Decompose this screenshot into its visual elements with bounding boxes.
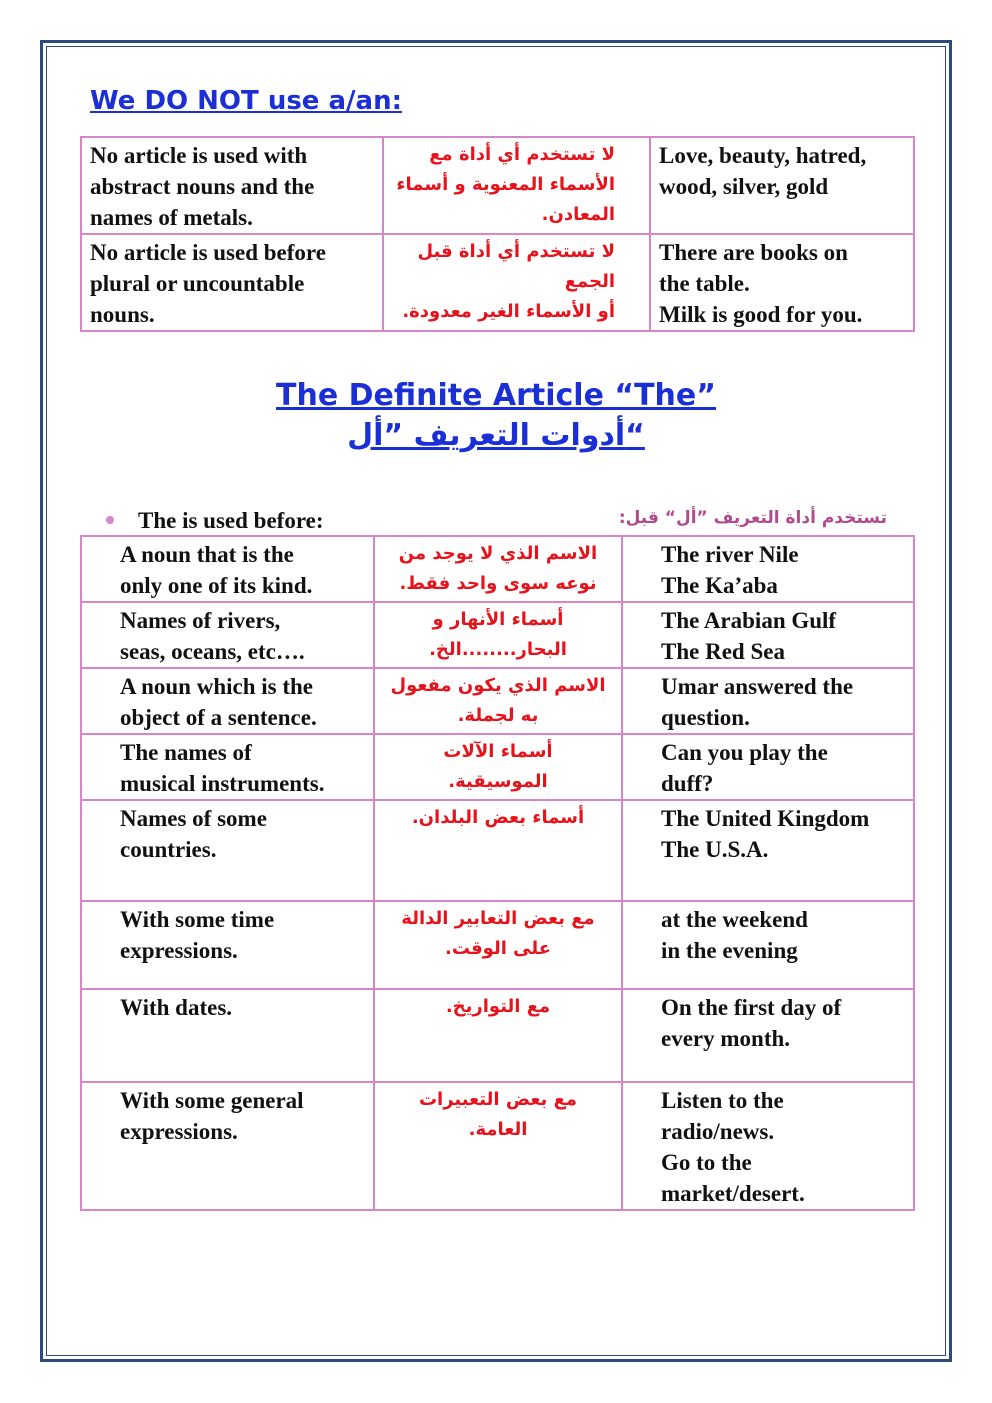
rule-cell [81,602,374,668]
example-cell [622,668,914,734]
table-row [81,602,914,668]
example-line: Love, beauty, hatred, [659,143,867,168]
rule-cell [81,668,374,734]
arabic-cell [374,536,622,602]
arabic-line: أسماء الآلات [443,741,553,762]
arabic-cell [374,800,622,901]
example-line: Go to the [661,1150,752,1175]
example-cell [622,800,914,901]
table-row [81,668,914,734]
example-line: question. [661,705,750,730]
arabic-line: الاسم الذي لا يوجد من [398,543,598,564]
example-cell [650,234,914,331]
arabic-cell [374,734,622,800]
example-line: Umar answered the [661,674,854,699]
example-line: There are books on [659,240,848,265]
arabic-cell [374,901,622,989]
bullet-icon [106,516,114,524]
rule-line: With dates. [120,995,233,1020]
rule-line: No article is used before [90,240,326,265]
arabic-line: به لجملة. [457,705,539,726]
rule-cell [81,1082,374,1210]
rule-line: Names of some [120,806,267,831]
rule-cell [81,536,374,602]
example-line: The Ka’aba [661,573,778,598]
rule-line: A noun which is the [120,674,314,699]
arabic-line: نوعه سوى واحد فقط. [399,573,597,594]
usage-intro [102,508,902,536]
section1-heading: We DO NOT use a/an: [90,86,402,116]
arabic-line: مع بعض التعابير الدالة [401,908,595,929]
rule-cell [81,137,383,234]
rule-line: object of a sentence. [120,705,317,730]
section2-heading-arabic: أدوات التعريف ”أل“ [347,418,645,453]
rule-line: A noun that is the [120,542,294,567]
example-cell [650,137,914,234]
rule-line: With some general [120,1088,304,1113]
rule-line: expressions. [120,938,238,963]
table-row [81,536,914,602]
example-line: wood, silver, gold [659,174,829,199]
example-cell [622,602,914,668]
example-line: in the evening [661,938,798,963]
example-line: The Red Sea [661,639,785,664]
rule-cell [81,800,374,901]
example-line: the table. [659,271,750,296]
arabic-line: أسماء بعض البلدان. [411,807,585,828]
arabic-line: مع التواريخ. [445,996,551,1017]
rule-line: countries. [120,837,217,862]
arabic-cell [374,602,622,668]
arabic-line: أو الأسماء الغير معدودة. [402,301,615,322]
definite-article-table-body [81,536,914,1210]
arabic-line: الاسم الذي يكون مفعول [390,675,606,696]
example-cell [622,1082,914,1210]
arabic-line: الموسيقية. [448,771,548,792]
example-cell [622,901,914,989]
rule-line: seas, oceans, etc…. [120,639,305,664]
table-row [81,901,914,989]
no-article-table [80,136,915,332]
rule-line: abstract nouns and the [90,174,315,199]
example-line: duff? [661,771,714,796]
usage-intro-text: The is used before: [138,508,324,533]
arabic-cell [374,668,622,734]
example-line: The U.S.A. [661,837,769,862]
arabic-line: على الوقت. [444,938,551,959]
example-line: The United Kingdom [661,806,870,831]
arabic-line: البحار........الخ. [429,639,567,660]
table-row [81,234,914,331]
rule-line: names of metals. [90,205,253,230]
example-cell [622,989,914,1082]
definite-article-table [80,535,915,1211]
rule-line: nouns. [90,302,155,327]
rule-cell [81,989,374,1082]
arabic-cell [374,1082,622,1210]
arabic-cell [374,989,622,1082]
example-line: The Arabian Gulf [661,608,837,633]
rule-cell [81,234,383,331]
example-line: Milk is good for you. [659,302,863,327]
table-row [81,734,914,800]
arabic-line: لا تستخدم أي أداة مع [429,144,615,165]
example-line: every month. [661,1026,791,1051]
no-article-table-body [81,137,914,331]
arabic-line: المعادن. [541,204,615,225]
arabic-cell [383,234,650,331]
table-row [81,1082,914,1210]
example-line: at the weekend [661,907,808,932]
example-line: market/desert. [661,1181,805,1206]
arabic-line: لا تستخدم أي أداة قبل الجمع [417,241,615,292]
arabic-line: العامة. [468,1119,528,1140]
arabic-line: الأسماء المعنوية و أسماء [396,174,615,195]
arabic-line: أسماء الأنهار و [432,609,564,630]
rule-line: Names of rivers, [120,608,281,633]
arabic-cell [383,137,650,234]
rule-line: only one of its kind. [120,573,313,598]
rule-line: The names of [120,740,252,765]
example-line: On the first day of [661,995,842,1020]
example-line: The river Nile [661,542,799,567]
rule-line: plural or uncountable [90,271,305,296]
example-line: Can you play the [661,740,828,765]
example-cell [622,734,914,800]
section2-heading: The Definite Article “The” [276,378,716,413]
rule-line: With some time [120,907,275,932]
rule-cell [81,901,374,989]
example-line: Listen to the [661,1088,784,1113]
table-row [81,137,914,234]
rule-line: No article is used with [90,143,308,168]
arabic-line: مع بعض التعبيرات [418,1089,578,1110]
table-row [81,800,914,901]
usage-intro-arabic: تستخدم أداة التعريف ”أل“ قبل: [618,508,887,528]
table-row [81,989,914,1082]
example-line: radio/news. [661,1119,775,1144]
rule-cell [81,734,374,800]
example-cell [622,536,914,602]
rule-line: expressions. [120,1119,238,1144]
rule-line: musical instruments. [120,771,325,796]
